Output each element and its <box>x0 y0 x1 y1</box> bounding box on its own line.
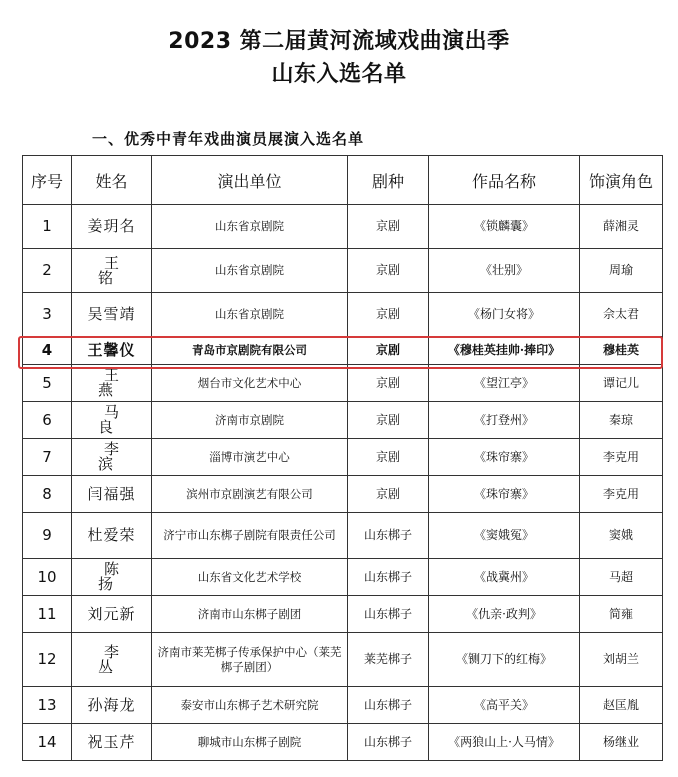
section-heading: 一、优秀中青年戏曲演员展演入选名单 <box>92 130 365 148</box>
cell-unit: 山东省文化艺术学校 <box>152 559 348 596</box>
cell-index: 6 <box>23 402 72 439</box>
cell-name: 马 良 <box>72 402 152 439</box>
cell-work: 《锁麟囊》 <box>429 205 580 249</box>
cell-index: 3 <box>23 293 72 337</box>
table-row <box>23 596 663 633</box>
table-row <box>23 293 663 337</box>
table-header-row <box>23 156 663 205</box>
cell-unit: 济南市京剧院 <box>152 402 348 439</box>
cell-work: 《杨门女将》 <box>429 293 580 337</box>
cell-name: 杜爱荣 <box>72 513 152 559</box>
cell-work: 《铡刀下的红梅》 <box>429 633 580 687</box>
cell-work: 《珠帘寨》 <box>429 476 580 513</box>
table-row <box>23 513 663 559</box>
cell-name: 王 燕 <box>72 365 152 402</box>
cell-unit: 济南市山东梆子剧团 <box>152 596 348 633</box>
cell-name: 孙海龙 <box>72 687 152 724</box>
cell-index: 5 <box>23 365 72 402</box>
table-row <box>23 205 663 249</box>
cell-genre: 京剧 <box>348 337 429 365</box>
cell-unit: 山东省京剧院 <box>152 293 348 337</box>
cell-unit: 泰安市山东梆子艺术研究院 <box>152 687 348 724</box>
table-row <box>23 633 663 687</box>
cell-unit: 济南市莱芜梆子传承保护中心（莱芜梆子剧团） <box>152 633 348 687</box>
cell-unit: 烟台市文化艺术中心 <box>152 365 348 402</box>
cell-index: 10 <box>23 559 72 596</box>
cell-unit: 聊城市山东梆子剧院 <box>152 724 348 761</box>
header-name: 姓名 <box>72 156 152 205</box>
cell-unit: 山东省京剧院 <box>152 205 348 249</box>
cell-role: 穆桂英 <box>580 337 663 365</box>
cell-name: 祝玉芹 <box>72 724 152 761</box>
cell-index: 9 <box>23 513 72 559</box>
cell-role: 佘太君 <box>580 293 663 337</box>
cell-name: 陈 扬 <box>72 559 152 596</box>
cell-work: 《壮别》 <box>429 249 580 293</box>
cell-index: 4 <box>23 337 72 365</box>
cell-role: 李克用 <box>580 476 663 513</box>
cell-work: 《高平关》 <box>429 687 580 724</box>
table-row <box>23 559 663 596</box>
header-work: 作品名称 <box>429 156 580 205</box>
table-row <box>23 724 663 761</box>
cell-role: 窦娥 <box>580 513 663 559</box>
cell-work: 《望江亭》 <box>429 365 580 402</box>
cell-name: 姜玥名 <box>72 205 152 249</box>
table-row <box>23 439 663 476</box>
cell-genre: 山东梆子 <box>348 513 429 559</box>
cell-index: 7 <box>23 439 72 476</box>
cell-name: 李 丛 <box>72 633 152 687</box>
cell-work: 《珠帘寨》 <box>429 439 580 476</box>
table-row <box>23 687 663 724</box>
cell-name: 吴雪靖 <box>72 293 152 337</box>
cell-role: 谭记儿 <box>580 365 663 402</box>
cell-genre: 京剧 <box>348 249 429 293</box>
cell-work: 《穆桂英挂帅·捧印》 <box>429 337 580 365</box>
header-genre: 剧种 <box>348 156 429 205</box>
document-title-line2: 山东入选名单 <box>271 62 407 87</box>
table-row <box>23 249 663 293</box>
cell-role: 马超 <box>580 559 663 596</box>
cell-unit: 淄博市演艺中心 <box>152 439 348 476</box>
cell-name: 李 滨 <box>72 439 152 476</box>
cell-unit: 青岛市京剧院有限公司 <box>152 337 348 365</box>
selection-table <box>22 155 663 761</box>
header-unit: 演出单位 <box>152 156 348 205</box>
cell-genre: 山东梆子 <box>348 724 429 761</box>
cell-work: 《窦娥冤》 <box>429 513 580 559</box>
table-row <box>23 476 663 513</box>
cell-name: 王馨仪 <box>72 337 152 365</box>
header-role: 饰演角色 <box>580 156 663 205</box>
cell-unit: 滨州市京剧演艺有限公司 <box>152 476 348 513</box>
cell-role: 李克用 <box>580 439 663 476</box>
cell-index: 8 <box>23 476 72 513</box>
cell-name: 刘元新 <box>72 596 152 633</box>
cell-genre: 京剧 <box>348 293 429 337</box>
cell-name: 闫福强 <box>72 476 152 513</box>
cell-role: 秦琼 <box>580 402 663 439</box>
cell-index: 11 <box>23 596 72 633</box>
cell-role: 薛湘灵 <box>580 205 663 249</box>
cell-index: 2 <box>23 249 72 293</box>
cell-work: 《仇亲·政判》 <box>429 596 580 633</box>
cell-role: 周瑜 <box>580 249 663 293</box>
cell-genre: 莱芜梆子 <box>348 633 429 687</box>
cell-genre: 山东梆子 <box>348 687 429 724</box>
cell-role: 杨继业 <box>580 724 663 761</box>
cell-index: 14 <box>23 724 72 761</box>
cell-work: 《战冀州》 <box>429 559 580 596</box>
cell-index: 12 <box>23 633 72 687</box>
cell-genre: 京剧 <box>348 402 429 439</box>
cell-genre: 京剧 <box>348 439 429 476</box>
cell-name: 王 铭 <box>72 249 152 293</box>
cell-index: 1 <box>23 205 72 249</box>
cell-genre: 京剧 <box>348 205 429 249</box>
header-index: 序号 <box>23 156 72 205</box>
table-row <box>23 402 663 439</box>
cell-genre: 山东梆子 <box>348 596 429 633</box>
document-title-line1: 2023 第二届黄河流域戏曲演出季 <box>168 29 510 54</box>
cell-role: 简雍 <box>580 596 663 633</box>
cell-work: 《打登州》 <box>429 402 580 439</box>
cell-role: 刘胡兰 <box>580 633 663 687</box>
cell-unit: 山东省京剧院 <box>152 249 348 293</box>
table-row-highlighted <box>23 337 663 365</box>
cell-genre: 京剧 <box>348 365 429 402</box>
cell-genre: 山东梆子 <box>348 559 429 596</box>
cell-work: 《两狼山上·人马情》 <box>429 724 580 761</box>
cell-genre: 京剧 <box>348 476 429 513</box>
table-row <box>23 365 663 402</box>
cell-index: 13 <box>23 687 72 724</box>
cell-role: 赵匡胤 <box>580 687 663 724</box>
cell-unit: 济宁市山东梆子剧院有限责任公司 <box>152 513 348 559</box>
